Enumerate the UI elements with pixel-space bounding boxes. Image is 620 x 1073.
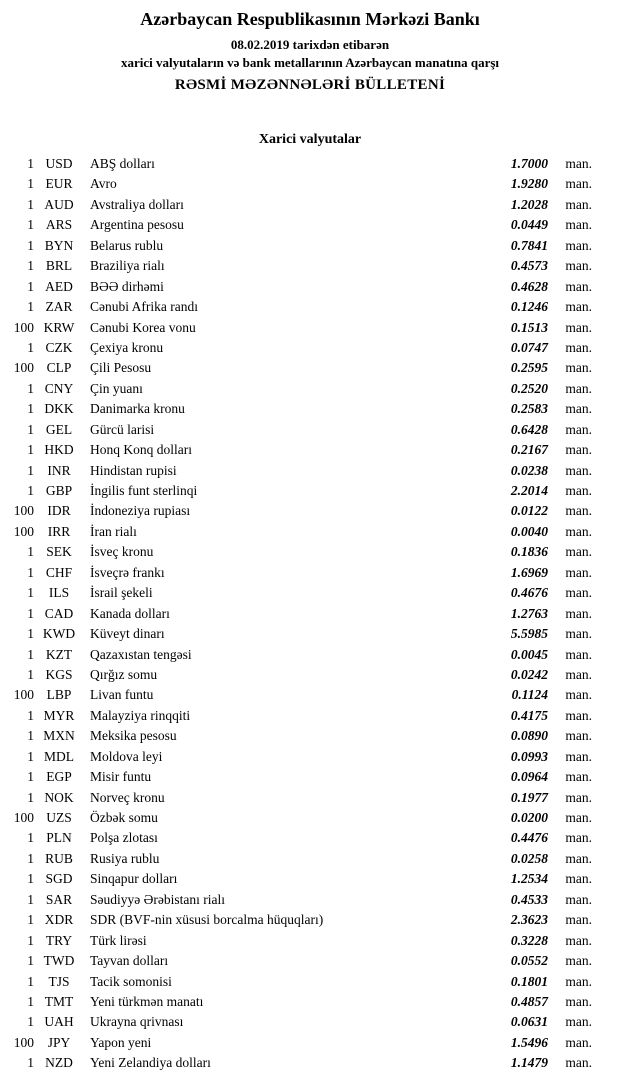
unit-cell: man. — [565, 748, 592, 764]
table-row — [4, 215, 592, 235]
currency-name-cell: Ukrayna qrivnası — [90, 1014, 184, 1030]
unit-cell: man. — [565, 237, 592, 253]
currency-code-cell: TJS — [48, 973, 70, 989]
quantity-cell: 1 — [27, 830, 34, 846]
table-row — [4, 358, 592, 378]
table-row — [4, 910, 592, 930]
currency-name-cell: Honq Konq dolları — [90, 442, 192, 458]
rate-cell: 0.1977 — [510, 789, 548, 805]
section-title-foreign-currencies: Xarici valyutalar — [258, 132, 362, 147]
currency-name-cell: SDR (BVF-nin xüsusi borcalma hüquqları) — [90, 912, 324, 928]
unit-cell: man. — [565, 462, 592, 478]
currency-code-cell: CZK — [45, 339, 73, 355]
currency-name-cell: ABŞ dolları — [90, 156, 155, 171]
currency-code-cell: SGD — [45, 871, 73, 887]
currency-code-cell: CNY — [44, 380, 74, 396]
table-row — [4, 277, 592, 297]
currency-code-cell: AED — [45, 278, 73, 294]
unit-cell: man. — [565, 319, 592, 335]
quantity-cell: 100 — [13, 1034, 34, 1050]
rate-cell: 0.1124 — [511, 687, 548, 703]
currency-code-cell: RUB — [45, 850, 73, 866]
table-row — [4, 501, 592, 521]
unit-cell: man. — [565, 932, 592, 948]
table-row — [4, 1012, 592, 1032]
rate-cell: 0.3228 — [510, 932, 548, 948]
currency-name-cell: Misir funtu — [90, 769, 152, 785]
unit-cell: man. — [565, 564, 592, 580]
unit-cell: man. — [565, 483, 592, 498]
rate-cell: 0.7841 — [510, 237, 548, 253]
currency-name-cell: Yeni türkmən manatı — [90, 993, 204, 1009]
rate-cell: 0.0449 — [510, 217, 548, 233]
unit-cell: man. — [565, 953, 592, 969]
currency-name-cell: Malayziya rinqqiti — [90, 707, 191, 723]
table-row — [4, 767, 592, 787]
currency-code-cell: BRL — [45, 258, 73, 274]
quantity-cell: 1 — [27, 789, 34, 805]
quantity-cell: 100 — [13, 360, 34, 376]
currency-code-cell: KWD — [42, 626, 76, 642]
currency-name-cell: Cənubi Afrika randı — [90, 299, 198, 315]
rate-cell: 0.0964 — [510, 769, 548, 785]
quantity-cell: 100 — [13, 810, 34, 825]
rate-cell: 0.4533 — [510, 891, 548, 907]
currency-name-cell: Qazaxıstan tengəsi — [90, 646, 192, 662]
currency-code-cell: NOK — [44, 789, 74, 805]
rate-cell: 0.0747 — [510, 339, 548, 355]
quantity-cell: 1 — [27, 401, 34, 417]
bulletin-title: RƏSMİ MƏZƏNNƏLƏRİ BÜLLETENİ — [174, 77, 446, 93]
rate-cell: 1.1479 — [510, 1055, 548, 1071]
currency-name-cell: Belarus rublu — [90, 237, 164, 253]
currency-name-cell: Səudiyyə Ərəbistanı rialı — [90, 891, 225, 907]
rate-cell: 0.6428 — [510, 421, 548, 437]
rate-cell: 0.0122 — [510, 503, 548, 519]
quantity-cell: 1 — [27, 707, 34, 723]
rate-cell: 0.2595 — [510, 360, 548, 376]
table-row — [4, 726, 592, 746]
table-row — [4, 951, 592, 971]
unit-cell: man. — [565, 1014, 592, 1030]
rate-cell: 1.9280 — [510, 176, 548, 192]
quantity-cell: 1 — [27, 585, 34, 601]
rate-cell: 0.4573 — [510, 258, 548, 274]
currency-name-cell: Qırğız somu — [90, 666, 158, 682]
table-row — [4, 604, 592, 624]
quantity-cell: 1 — [27, 258, 34, 274]
rate-cell: 1.6969 — [510, 564, 548, 580]
quantity-cell: 1 — [27, 993, 34, 1009]
currency-name-cell: Rusiya rublu — [90, 850, 160, 866]
bank-name-title: Azərbaycan Respublikasının Mərkəzi Bankı — [140, 9, 480, 29]
quantity-cell: 1 — [27, 646, 34, 662]
table-row — [4, 1033, 592, 1053]
currency-code-cell: MYR — [43, 707, 75, 723]
currency-name-cell: Gürcü larisi — [90, 421, 155, 437]
quantity-cell: 1 — [27, 769, 34, 785]
quantity-cell: 1 — [27, 932, 34, 948]
table-row — [4, 645, 592, 665]
table-row — [4, 1053, 592, 1073]
unit-cell: man. — [565, 666, 592, 682]
table-row — [4, 338, 592, 358]
quantity-cell: 1 — [27, 605, 34, 621]
quantity-cell: 100 — [13, 687, 34, 703]
currency-code-cell: ARS — [45, 217, 73, 233]
rate-cell: 0.0045 — [510, 646, 548, 662]
currency-name-cell: Çin yuanı — [90, 380, 143, 396]
currency-code-cell: HKD — [44, 442, 74, 458]
unit-cell: man. — [565, 687, 592, 703]
currency-code-cell: DKK — [44, 401, 74, 417]
quantity-cell: 1 — [27, 850, 34, 866]
rate-cell: 0.0993 — [510, 748, 548, 764]
currency-name-cell: Norveç kronu — [90, 789, 165, 805]
currency-name-cell: Tayvan dolları — [90, 953, 169, 969]
quantity-cell: 1 — [27, 483, 34, 498]
unit-cell: man. — [565, 1034, 592, 1050]
table-row — [4, 563, 592, 583]
table-row — [4, 440, 592, 460]
quantity-cell: 1 — [27, 421, 34, 437]
currency-code-cell: MXN — [43, 728, 75, 744]
currency-name-cell: Danimarka kronu — [90, 401, 185, 417]
rate-cell: 0.4628 — [510, 278, 548, 294]
table-row — [4, 665, 592, 685]
currency-name-cell: Argentina pesosu — [90, 217, 184, 233]
currency-name-cell: Küveyt dinarı — [90, 626, 165, 642]
table-row — [4, 195, 592, 215]
rate-cell: 0.1801 — [510, 973, 548, 989]
currency-code-cell: TMT — [44, 993, 74, 1009]
table-row — [4, 624, 592, 644]
unit-cell: man. — [565, 421, 592, 437]
table-row — [4, 706, 592, 726]
unit-cell: man. — [565, 339, 592, 355]
table-row — [4, 583, 592, 603]
currency-code-cell: XDR — [44, 912, 74, 928]
rate-cell: 0.4676 — [510, 585, 548, 601]
currency-name-cell: BƏƏ dirhəmi — [90, 278, 164, 294]
currency-code-cell: IRR — [47, 523, 71, 539]
currency-name-cell: Livan funtu — [90, 687, 154, 703]
unit-cell: man. — [565, 993, 592, 1009]
table-row — [4, 747, 592, 767]
unit-cell: man. — [565, 912, 592, 928]
bulletin-subtitle: xarici valyutaların və bank metallarının Azərbaycan manatına qarşı — [120, 55, 500, 70]
quantity-cell: 1 — [27, 973, 34, 989]
quantity-cell: 100 — [13, 523, 34, 539]
rate-cell: 0.1246 — [510, 299, 548, 315]
rate-cell: 0.2167 — [510, 442, 548, 458]
rate-cell: 1.5496 — [510, 1034, 548, 1050]
table-row — [4, 154, 592, 174]
unit-cell: man. — [565, 523, 592, 539]
rate-cell: 1.7000 — [510, 156, 548, 171]
unit-cell: man. — [565, 871, 592, 887]
unit-cell: man. — [565, 830, 592, 846]
currency-table-body — [4, 154, 592, 1073]
table-row — [4, 849, 592, 869]
unit-cell: man. — [565, 217, 592, 233]
unit-cell: man. — [565, 973, 592, 989]
currency-name-cell: Türk lirəsi — [90, 932, 147, 948]
unit-cell: man. — [565, 176, 592, 192]
table-row — [4, 174, 592, 194]
unit-cell: man. — [565, 1055, 592, 1071]
table-row — [4, 808, 592, 828]
currency-code-cell: UAH — [44, 1014, 74, 1030]
currency-name-cell: İngilis funt sterlinqi — [90, 483, 198, 498]
quantity-cell: 1 — [27, 462, 34, 478]
table-row — [4, 236, 592, 256]
quantity-cell: 1 — [27, 564, 34, 580]
currency-name-cell: Yapon yeni — [90, 1034, 152, 1050]
currency-name-cell: İsveç kronu — [90, 544, 154, 560]
unit-cell: man. — [565, 891, 592, 907]
currency-code-cell: INR — [47, 462, 71, 478]
quantity-cell: 1 — [27, 1014, 34, 1030]
table-row — [4, 399, 592, 419]
currency-name-cell: İsrail şekeli — [90, 585, 153, 601]
currency-name-cell: Çexiya kronu — [90, 339, 164, 355]
rate-cell: 0.1513 — [510, 319, 548, 335]
currency-code-cell: NZD — [45, 1055, 73, 1071]
quantity-cell: 1 — [27, 237, 34, 253]
bulletin-header — [0, 0, 620, 95]
rate-cell: 0.0890 — [510, 728, 548, 744]
rate-cell: 0.0258 — [510, 850, 548, 866]
table-row — [4, 542, 592, 562]
unit-cell: man. — [565, 707, 592, 723]
table-row — [4, 992, 592, 1012]
quantity-cell: 1 — [27, 156, 34, 171]
currency-code-cell: LBP — [46, 687, 72, 703]
currency-code-cell: JPY — [47, 1034, 71, 1050]
currency-code-cell: TWD — [43, 953, 75, 969]
rate-cell: 0.0200 — [510, 810, 548, 825]
currency-name-cell: Avstraliya dolları — [90, 196, 184, 212]
unit-cell: man. — [565, 278, 592, 294]
currency-code-cell: ZAR — [45, 299, 73, 315]
currency-name-cell: Polşa zlotası — [90, 830, 158, 846]
table-row — [4, 481, 592, 501]
table-row — [4, 379, 592, 399]
rate-cell: 0.0242 — [510, 666, 548, 682]
quantity-cell: 1 — [27, 666, 34, 682]
currency-code-cell: CAD — [44, 605, 74, 621]
table-row — [4, 461, 592, 481]
rate-cell: 0.0552 — [510, 953, 548, 969]
currency-name-cell: İsveçrə frankı — [90, 564, 165, 580]
table-row — [4, 297, 592, 317]
quantity-cell: 1 — [27, 442, 34, 458]
quantity-cell: 1 — [27, 891, 34, 907]
quantity-cell: 1 — [27, 196, 34, 212]
currency-name-cell: Özbək somu — [90, 810, 158, 825]
unit-cell: man. — [565, 605, 592, 621]
currency-table — [0, 154, 620, 1073]
unit-cell: man. — [565, 156, 592, 171]
currency-code-cell: GEL — [45, 421, 73, 437]
quantity-cell: 1 — [27, 339, 34, 355]
table-row — [4, 869, 592, 889]
rate-cell: 2.2014 — [510, 483, 548, 498]
rate-cell: 0.0631 — [510, 1014, 548, 1030]
quantity-cell: 1 — [27, 544, 34, 560]
unit-cell: man. — [565, 503, 592, 519]
unit-cell: man. — [565, 850, 592, 866]
currency-code-cell: IDR — [47, 503, 71, 519]
table-row — [4, 890, 592, 910]
currency-code-cell: SAR — [45, 891, 73, 907]
quantity-cell: 1 — [27, 217, 34, 233]
currency-code-cell: ILS — [48, 585, 70, 601]
currency-name-cell: Meksika pesosu — [90, 728, 177, 744]
unit-cell: man. — [565, 728, 592, 744]
unit-cell: man. — [565, 646, 592, 662]
rate-cell: 1.2534 — [510, 871, 548, 887]
rate-cell: 0.2520 — [510, 380, 548, 396]
quantity-cell: 1 — [27, 871, 34, 887]
unit-cell: man. — [565, 585, 592, 601]
rate-cell: 0.4857 — [510, 993, 548, 1009]
rate-cell: 0.2583 — [510, 401, 548, 417]
currency-code-cell: EUR — [45, 176, 73, 192]
table-row — [4, 931, 592, 951]
currency-code-cell: USD — [45, 156, 73, 171]
unit-cell: man. — [565, 544, 592, 560]
table-row — [4, 828, 592, 848]
rate-cell: 0.1836 — [510, 544, 548, 560]
rate-cell: 0.0040 — [510, 523, 548, 539]
currency-code-cell: PLN — [46, 830, 72, 846]
currency-code-cell: SEK — [46, 544, 72, 560]
currency-code-cell: EGP — [46, 769, 72, 785]
quantity-cell: 1 — [27, 278, 34, 294]
currency-name-cell: Çili Pesosu — [90, 360, 152, 376]
rate-cell: 1.2028 — [510, 196, 548, 212]
rate-cell: 2.3623 — [510, 912, 548, 928]
unit-cell: man. — [565, 810, 592, 825]
quantity-cell: 1 — [27, 1055, 34, 1071]
currency-code-cell: AUD — [44, 196, 74, 212]
quantity-cell: 1 — [27, 728, 34, 744]
rate-cell: 0.4175 — [510, 707, 548, 723]
currency-name-cell: Sinqapur dolları — [90, 871, 178, 887]
unit-cell: man. — [565, 626, 592, 642]
currency-code-cell: BYN — [44, 237, 74, 253]
rate-cell: 0.4476 — [510, 830, 548, 846]
table-row — [4, 318, 592, 338]
unit-cell: man. — [565, 299, 592, 315]
table-row — [4, 256, 592, 276]
currency-name-cell: Yeni Zelandiya dolları — [90, 1055, 211, 1071]
currency-code-cell: CLP — [46, 360, 72, 376]
effective-date-line: 08.02.2019 tarixdən etibarən — [230, 37, 390, 52]
currency-name-cell: Braziliya rialı — [90, 258, 165, 274]
rate-cell: 5.5985 — [510, 626, 548, 642]
currency-name-cell: Moldova leyi — [90, 748, 163, 764]
quantity-cell: 1 — [27, 176, 34, 192]
unit-cell: man. — [565, 442, 592, 458]
unit-cell: man. — [565, 789, 592, 805]
quantity-cell: 100 — [13, 319, 34, 335]
quantity-cell: 1 — [27, 299, 34, 315]
quantity-cell: 1 — [27, 626, 34, 642]
table-row — [4, 420, 592, 440]
quantity-cell: 1 — [27, 912, 34, 928]
currency-code-cell: KRW — [43, 319, 75, 335]
quantity-cell: 1 — [27, 748, 34, 764]
unit-cell: man. — [565, 769, 592, 785]
quantity-cell: 1 — [27, 953, 34, 969]
table-row — [4, 685, 592, 705]
currency-code-cell: MDL — [44, 748, 74, 764]
table-row — [4, 972, 592, 992]
currency-name-cell: Tacik somonisi — [90, 973, 172, 989]
currency-name-cell: İndoneziya rupiası — [90, 503, 191, 519]
quantity-cell: 100 — [13, 503, 34, 519]
currency-name-cell: Cənubi Korea vonu — [90, 319, 196, 335]
currency-code-cell: UZS — [46, 810, 72, 825]
currency-name-cell: İran rialı — [90, 523, 137, 539]
currency-name-cell: Hindistan rupisi — [90, 462, 177, 478]
currency-code-cell: KZT — [45, 646, 73, 662]
currency-code-cell: TRY — [45, 932, 73, 948]
unit-cell: man. — [565, 196, 592, 212]
currency-name-cell: Kanada dolları — [90, 605, 170, 621]
rate-cell: 1.2763 — [510, 605, 548, 621]
table-row — [4, 522, 592, 542]
quantity-cell: 1 — [27, 380, 34, 396]
currency-code-cell: CHF — [45, 564, 73, 580]
unit-cell: man. — [565, 401, 592, 417]
unit-cell: man. — [565, 360, 592, 376]
currency-code-cell: GBP — [45, 483, 73, 498]
rate-cell: 0.0238 — [510, 462, 548, 478]
unit-cell: man. — [565, 380, 592, 396]
unit-cell: man. — [565, 258, 592, 274]
table-row — [4, 788, 592, 808]
currency-name-cell: Avro — [90, 176, 117, 192]
currency-code-cell: KGS — [45, 666, 73, 682]
